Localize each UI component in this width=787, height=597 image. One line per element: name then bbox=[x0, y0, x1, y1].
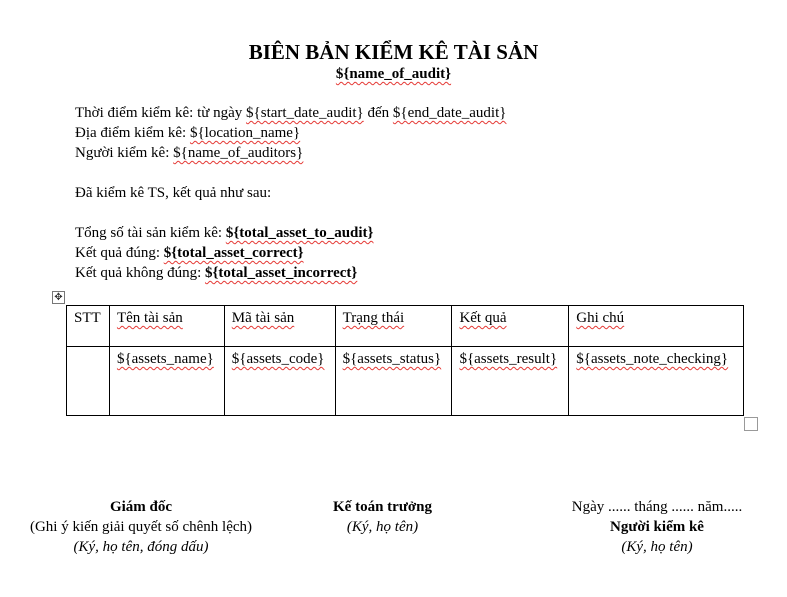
total-assets-label: Tổng số tài sản kiểm kê: bbox=[75, 225, 226, 241]
result-intro: Đã kiểm kê TS, kết quả như sau: bbox=[75, 185, 272, 201]
cell-note[interactable]: ${assets_note_checking} bbox=[569, 347, 744, 416]
header-asset-code[interactable]: Mã tài sản bbox=[224, 306, 335, 347]
cell-status[interactable]: ${assets_status} bbox=[335, 347, 452, 416]
cell-asset-code[interactable]: ${assets_code} bbox=[224, 347, 335, 416]
incorrect-result-placeholder: ${total_asset_incorrect} bbox=[204, 265, 358, 281]
header-stt[interactable]: STT bbox=[67, 306, 110, 347]
header-note[interactable]: Ghi chú bbox=[569, 306, 744, 347]
audit-time-mid: đến bbox=[363, 105, 393, 121]
cell-stt[interactable] bbox=[67, 347, 110, 416]
audit-location-line bbox=[75, 125, 300, 142]
total-assets-placeholder: ${total_asset_to_audit} bbox=[225, 225, 374, 241]
document-title: BIÊN BẢN KIỂM KÊ TÀI SẢN bbox=[248, 40, 539, 64]
location-placeholder: ${location_name} bbox=[189, 125, 301, 141]
auditors-placeholder: ${name_of_auditors} bbox=[173, 145, 304, 161]
header-asset-name[interactable]: Tên tài sản bbox=[109, 306, 224, 347]
audit-time-line bbox=[75, 105, 506, 122]
auditor-sign-title: Người kiểm kê bbox=[610, 519, 704, 535]
table-row bbox=[67, 347, 744, 416]
header-status[interactable]: Trạng thái bbox=[335, 306, 452, 347]
audit-name-placeholder bbox=[0, 66, 787, 83]
director-title: Giám đốc bbox=[109, 499, 173, 515]
director-note: (Ghi ý kiến giải quyết số chênh lệch) bbox=[29, 519, 253, 535]
audit-location-label: Địa điểm kiểm kê: bbox=[75, 125, 190, 141]
accountant-title: Kế toán trưởng bbox=[333, 499, 432, 515]
incorrect-result-line bbox=[75, 265, 357, 282]
accountant-sign-hint: (Ký, họ tên) bbox=[346, 519, 419, 535]
accountant-signature-block bbox=[300, 497, 465, 537]
director-sign-hint: (Ký, họ tên, đóng dấu) bbox=[73, 539, 209, 555]
date-line: Ngày ...... tháng ...... năm..... bbox=[571, 499, 743, 515]
audit-name-text: ${name_of_audit} bbox=[335, 66, 452, 82]
correct-result-placeholder: ${total_asset_correct} bbox=[163, 245, 304, 261]
table-resize-handle[interactable] bbox=[744, 417, 758, 431]
auditor-sign-hint: (Ký, họ tên) bbox=[621, 539, 693, 555]
director-signature-block bbox=[8, 497, 274, 557]
end-date-placeholder: ${end_date_audit} bbox=[392, 105, 507, 121]
cell-result[interactable]: ${assets_result} bbox=[452, 347, 569, 416]
table-header-row bbox=[67, 306, 744, 347]
header-result[interactable]: Kết quả bbox=[452, 306, 569, 347]
asset-table bbox=[66, 305, 744, 416]
auditor-line bbox=[75, 145, 303, 162]
auditor-signature-block bbox=[540, 497, 774, 557]
audit-time-label: Thời điểm kiểm kê: từ ngày bbox=[75, 105, 247, 121]
total-assets-line bbox=[75, 225, 373, 242]
correct-result-label: Kết quả đúng: bbox=[75, 245, 164, 261]
correct-result-line bbox=[75, 245, 304, 262]
start-date-placeholder: ${start_date_audit} bbox=[246, 105, 364, 121]
incorrect-result-label: Kết quả không đúng: bbox=[75, 265, 205, 281]
table-move-handle-icon[interactable]: ✥ bbox=[52, 291, 65, 304]
cell-asset-name[interactable]: ${assets_name} bbox=[109, 347, 224, 416]
auditor-label: Người kiểm kê: bbox=[75, 145, 174, 161]
